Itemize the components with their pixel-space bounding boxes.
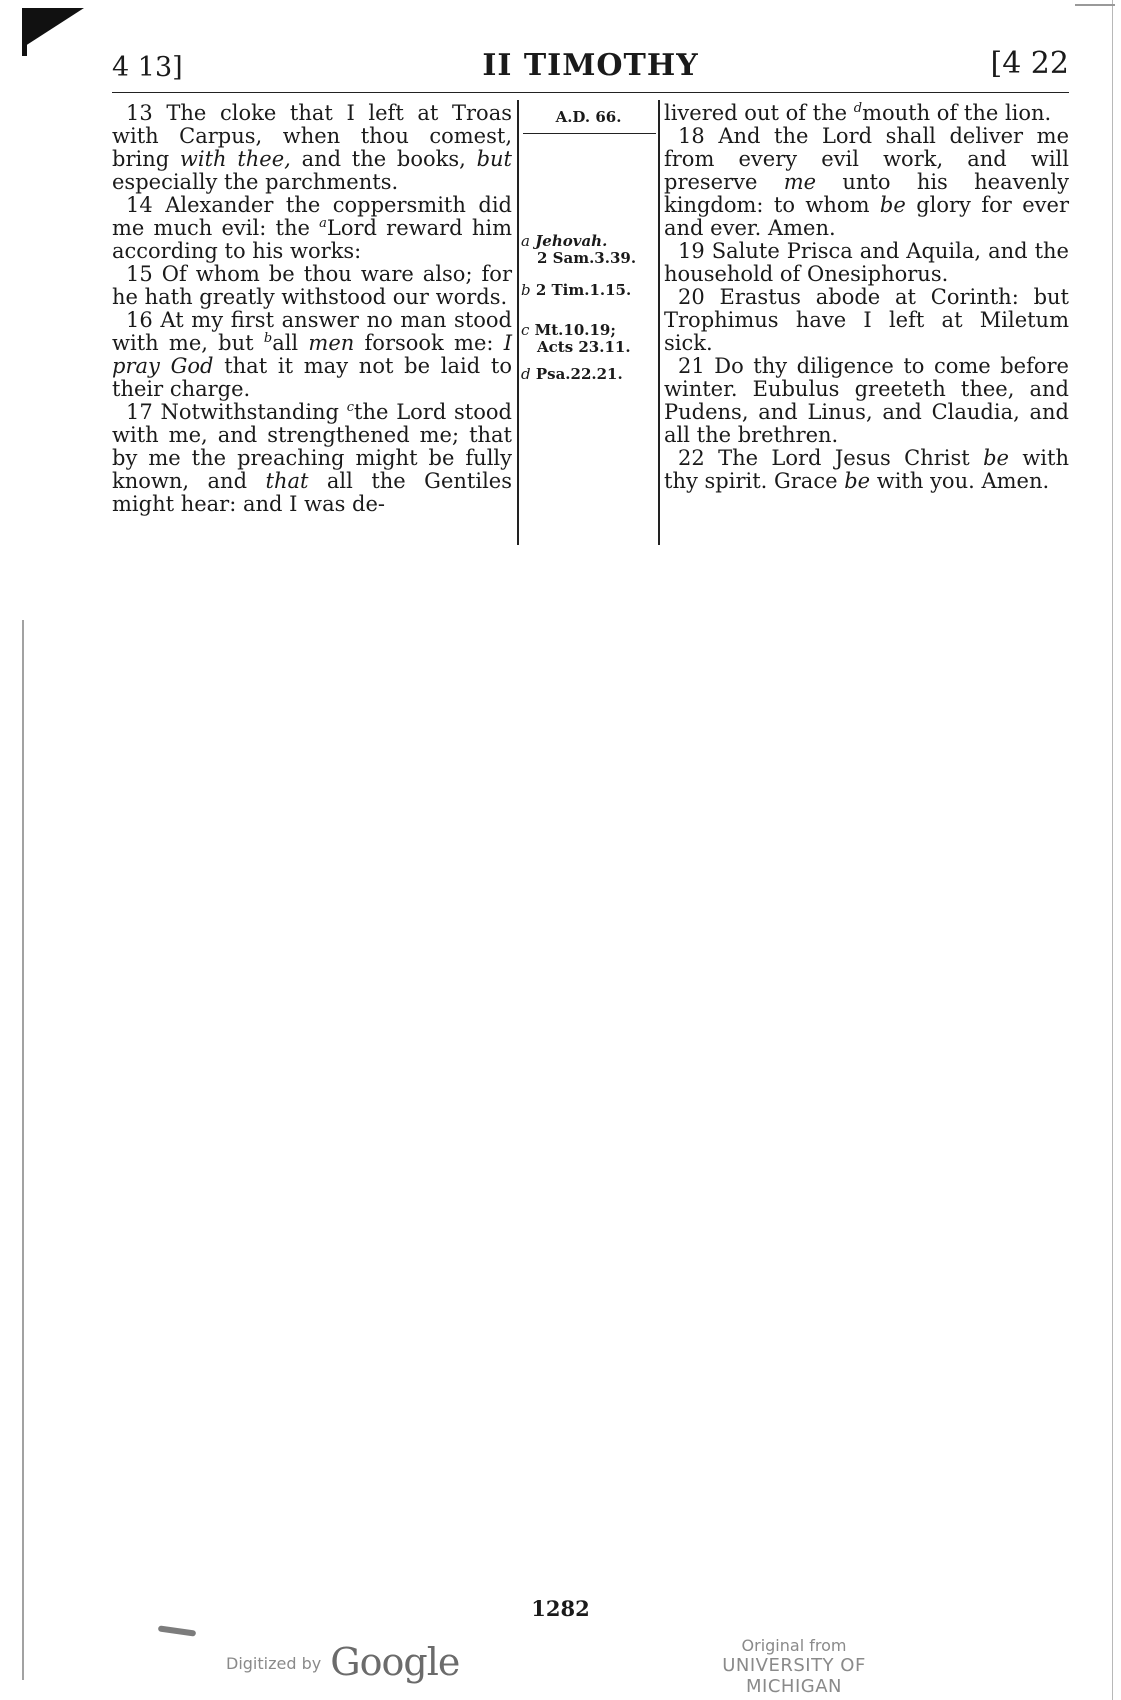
verse-20: 20 Erastus abode at Corinth: but Trophimus have I left at Miletum sick. bbox=[664, 285, 1069, 355]
margin-ref-b: b 2 Tim.1.15. bbox=[521, 281, 632, 299]
verse-15: 15 Of whom be thou ware also; for he hath greatly withstood our words. bbox=[112, 262, 512, 309]
scan-mark bbox=[1075, 4, 1115, 6]
digitized-by-watermark bbox=[226, 1640, 459, 1684]
original-from-watermark bbox=[674, 1636, 914, 1697]
verse-18: 18 And the Lord shall deliver me from every evil work, and will preserve me unto his heavenly kingdom: to whom be glory for ever and ever. Amen. bbox=[664, 124, 1070, 240]
running-header bbox=[112, 46, 1069, 93]
verse-16: 16 At my first answer no man stood with me, but $^b$all men forsook me: I pray God that it may not be laid to their charge. bbox=[112, 308, 513, 401]
original-from-label: Original from bbox=[741, 1636, 847, 1655]
verse-14: 14 Alexander the coppersmith did me much evil: the $^a$Lord reward him according to his works: bbox=[112, 193, 512, 263]
cross-ref-marker: a bbox=[319, 216, 327, 231]
verse-17: 17 Notwithstanding $^c$the Lord stood with me, and strengthened me; that by me the preaching might be fully known, and that all the Gentiles might hear: and I was de- bbox=[112, 400, 512, 516]
page-corner-stem bbox=[22, 8, 27, 56]
book-title: II TIMOTHY bbox=[482, 48, 699, 83]
institution-name: UNIVERSITY OF MICHIGAN bbox=[722, 1655, 866, 1697]
digitized-label: Digitized by bbox=[226, 1654, 322, 1673]
margin-ref-d: d Psa.22.21. bbox=[521, 365, 623, 383]
margin-ref-a: a Jehovah. 2 Sam.3.39. bbox=[521, 232, 637, 267]
cross-ref-marker: b bbox=[263, 331, 273, 346]
verse-19: 19 Salute Prisca and Aquila, and the household of Onesiphorus. bbox=[664, 239, 1069, 286]
left-text-column bbox=[112, 102, 512, 516]
verse-22: 22 The Lord Jesus Christ be with thy spirit. Grace be with you. Amen. bbox=[664, 446, 1069, 493]
scan-smudge bbox=[158, 1625, 196, 1636]
binding-edge bbox=[22, 620, 24, 1680]
cross-ref-marker: d bbox=[853, 101, 863, 116]
cross-ref-marker: c bbox=[346, 400, 355, 415]
margin-ref-c: c Mt.10.19; Acts 23.11. bbox=[521, 321, 631, 356]
page-number: 1282 bbox=[531, 1596, 590, 1621]
column-rule-left bbox=[517, 100, 519, 545]
page-corner-mark bbox=[22, 8, 84, 48]
margin-date: A.D. 66. bbox=[555, 108, 622, 126]
google-logo: Google bbox=[330, 1640, 460, 1684]
header-verse-end: [4 22 bbox=[990, 46, 1069, 81]
column-rule-right bbox=[658, 100, 660, 545]
right-text-column bbox=[664, 102, 1069, 493]
page-right-edge bbox=[1112, 0, 1113, 1700]
header-verse-start: 4 13] bbox=[112, 52, 183, 83]
margin-date-rule bbox=[523, 133, 656, 134]
verse-21: 21 Do thy diligence to come before winter. Eubulus greeteth thee, and Pudens, and Linus, and Claudia, and all the brethren. bbox=[664, 354, 1069, 447]
verse-13: 13 The cloke that I left at Troas with Carpus, when thou comest, bring with thee, and the books, but especially the parchments. bbox=[112, 101, 513, 194]
verse-17-continued: livered out of the $^d$mouth of the lion. bbox=[664, 101, 1052, 125]
